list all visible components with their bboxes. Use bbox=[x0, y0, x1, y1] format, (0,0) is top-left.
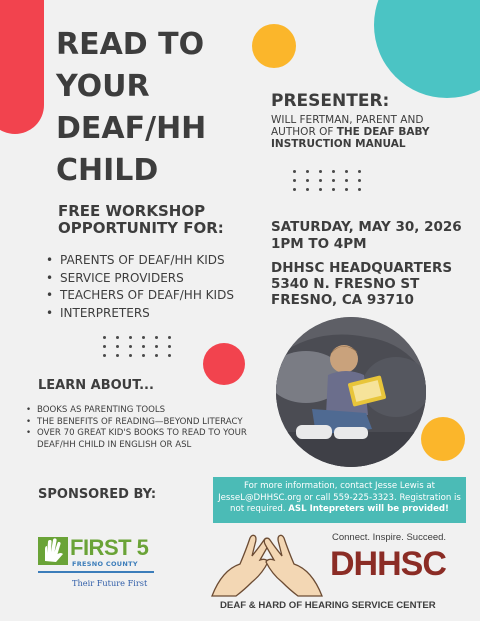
list-item: • BOOKS AS PARENTING TOOLS bbox=[26, 405, 276, 417]
venue-name: DHHSC HEADQUARTERS bbox=[271, 260, 453, 276]
presenter-heading: PRESENTER: bbox=[271, 91, 390, 111]
first5-divider bbox=[38, 571, 154, 573]
dhhsc-logo bbox=[200, 528, 472, 618]
teal-circle-shape bbox=[374, 0, 480, 98]
dot-grid-decoration bbox=[293, 170, 361, 191]
dhhsc-full-name: DEAF & HARD OF HEARING SERVICE CENTER bbox=[220, 600, 436, 611]
title-line: DEAF/HH bbox=[56, 111, 207, 146]
asl-highlight: ASL Intepreters will be provided! bbox=[288, 504, 449, 515]
first5-tagline: Their Future First bbox=[72, 578, 148, 588]
venue-street: 5340 N. FRESNO ST bbox=[271, 276, 420, 292]
title-line: READ TO bbox=[56, 27, 205, 62]
signing-hands-icon bbox=[202, 530, 330, 598]
list-item: • SERVICE PROVIDERS bbox=[46, 270, 276, 288]
event-time: 1PM TO 4PM bbox=[271, 236, 367, 252]
red-circle-shape bbox=[203, 343, 245, 385]
list-item: • INTERPRETERS bbox=[46, 305, 276, 323]
workshop-heading-line: FREE WORKSHOP bbox=[58, 202, 206, 220]
learn-list bbox=[26, 405, 276, 451]
event-date: SATURDAY, MAY 30, 2026 bbox=[271, 219, 462, 235]
presenter-book-title: THE DEAF BABY INSTRUCTION MANUAL bbox=[271, 126, 430, 150]
dhhsc-wordmark: DHHSC bbox=[330, 545, 446, 583]
list-item: • PARENTS OF DEAF/HH KIDS bbox=[46, 252, 276, 270]
list-item: • THE BENEFITS OF READING—BEYOND LITERACY bbox=[26, 417, 276, 429]
presenter-description bbox=[271, 114, 471, 150]
contact-info-box bbox=[213, 477, 466, 523]
list-item: • OVER 70 GREAT KID'S BOOKS TO READ TO YOUR DEAF/HH CHILD IN ENGLISH OR ASL bbox=[26, 428, 276, 451]
sponsored-heading: SPONSORED BY: bbox=[38, 487, 157, 502]
dot-grid-decoration-mid bbox=[103, 336, 171, 357]
red-pill-shape bbox=[0, 0, 44, 134]
first5-logo bbox=[38, 535, 158, 595]
audience-list bbox=[46, 252, 276, 322]
list-item: • TEACHERS OF DEAF/HH KIDS bbox=[46, 287, 276, 305]
dhhsc-tagline: Connect. Inspire. Succeed. bbox=[332, 532, 447, 543]
learn-heading: LEARN ABOUT... bbox=[38, 378, 154, 393]
workshop-heading bbox=[58, 203, 258, 237]
child-reading-photo bbox=[276, 317, 426, 467]
title-line: CHILD bbox=[56, 153, 159, 188]
yellow-circle-shape-bottom bbox=[421, 417, 465, 461]
workshop-heading-line: OPPORTUNITY FOR: bbox=[58, 219, 224, 237]
yellow-circle-shape bbox=[252, 24, 296, 68]
contact-text: For more information, contact Jesse Lewis at JesseL@DHHSC.org or call 559-225-3323. Registration is not required. bbox=[218, 481, 461, 515]
first5-county: FRESNO COUNTY bbox=[72, 560, 138, 568]
event-date-time bbox=[271, 219, 476, 253]
first5-wordmark: FIRST 5 bbox=[70, 535, 149, 560]
event-venue bbox=[271, 260, 476, 308]
presenter-intro: WILL FERTMAN, PARENT AND AUTHOR OF bbox=[271, 114, 424, 138]
title-line: YOUR bbox=[56, 69, 150, 104]
venue-city: FRESNO, CA 93710 bbox=[271, 292, 414, 308]
hand-icon bbox=[38, 537, 68, 565]
flyer-title bbox=[56, 24, 246, 192]
